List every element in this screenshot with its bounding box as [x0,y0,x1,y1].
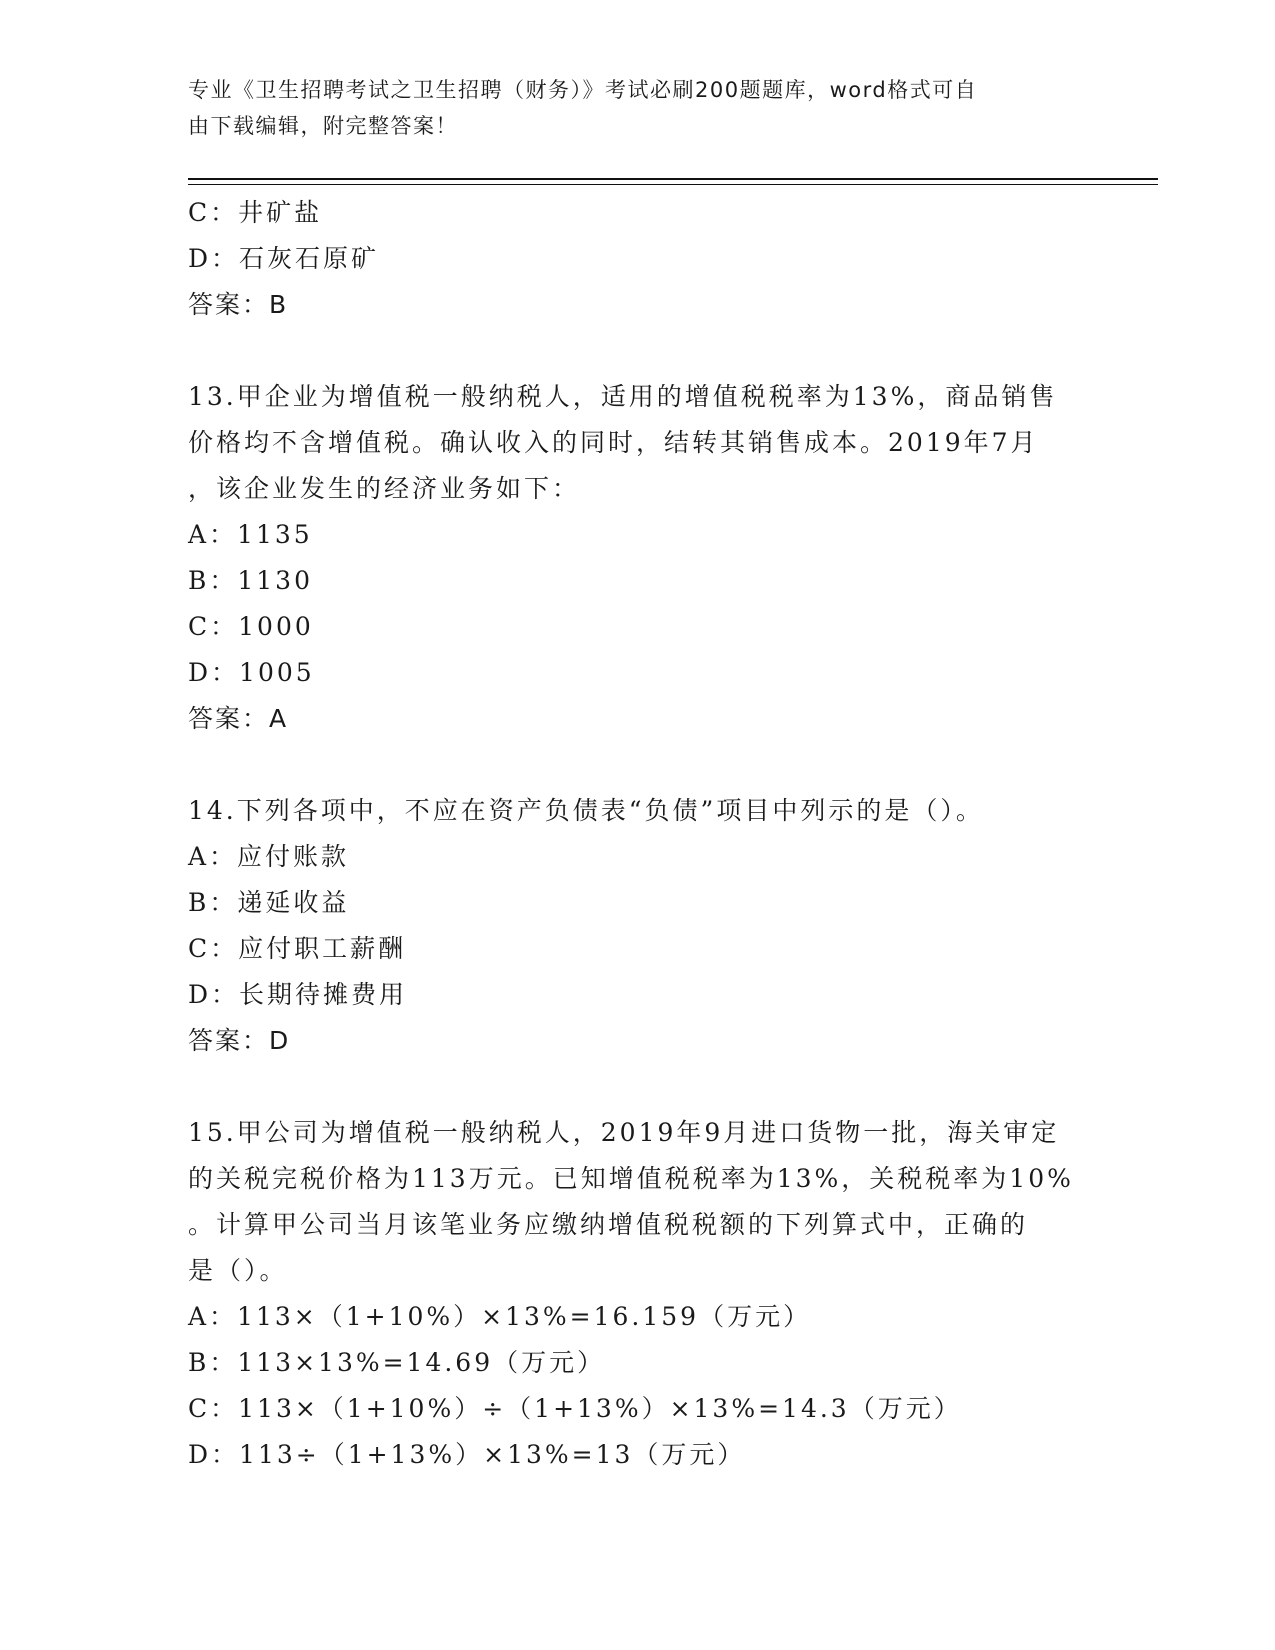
question-stem-line: 。计算甲公司当月该笔业务应缴纳增值税税额的下列算式中，正确的 [188,1210,1029,1239]
answer-line: 答案：D [188,1026,291,1055]
header-line-1: 专业《卫生招聘考试之卫生招聘（财务）》考试必刷200题题库，word格式可自 [188,78,978,102]
option-c: C：113×（1+10%）÷（1+13%）×13%=14.3（万元） [188,1394,962,1423]
header-divider-thin [188,184,1158,185]
question-stem-line: 13.甲企业为增值税一般纳税人，适用的增值税税率为13%，商品销售 [188,382,1058,411]
option-b: B：113×13%=14.69（万元） [188,1348,606,1377]
question-stem-line: 价格均不含增值税。确认收入的同时，结转其销售成本。2019年7月 [188,428,1039,457]
question-stem-line: 15.甲公司为增值税一般纳税人，2019年9月进口货物一批，海关审定 [188,1118,1060,1147]
question-15 [188,1110,1088,1478]
option-d: D：113÷（1+13%）×13%=13（万元） [188,1440,746,1469]
question-stem-line: 是（）。 [188,1256,288,1285]
option-a: A：1135 [188,520,313,549]
question-stem-line: ，该企业发生的经济业务如下： [188,474,581,503]
question-14 [188,788,1088,1064]
spacer [188,328,1088,374]
option-a: A：应付账款 [188,842,350,871]
question-12-remainder [188,190,1088,328]
option-b: B：递延收益 [188,888,350,917]
answer-line: 答案：B [188,290,289,319]
option-c: C：井矿盐 [188,198,323,227]
option-d: D：石灰石原矿 [188,244,380,273]
question-stem-line: 的关税完税价格为113万元。已知增值税税率为13%，关税税率为10% [188,1164,1074,1193]
option-c: C：应付职工薪酬 [188,934,407,963]
document-header [188,72,1088,144]
question-list [188,190,1088,1478]
spacer [188,1064,1088,1110]
header-divider-thick [188,178,1158,180]
option-d: D：长期待摊费用 [188,980,408,1009]
header-line-2: 由下载编辑，附完整答案！ [188,114,458,138]
question-13 [188,374,1088,742]
option-d: D：1005 [188,658,315,687]
question-stem-line: 14.下列各项中，不应在资产负债表“负债”项目中列示的是（）。 [188,796,984,825]
option-a: A：113×（1+10%）×13%=16.159（万元） [188,1302,812,1331]
option-b: B：1130 [188,566,313,595]
spacer [188,742,1088,788]
option-c: C：1000 [188,612,314,641]
answer-line: 答案：A [188,704,289,733]
